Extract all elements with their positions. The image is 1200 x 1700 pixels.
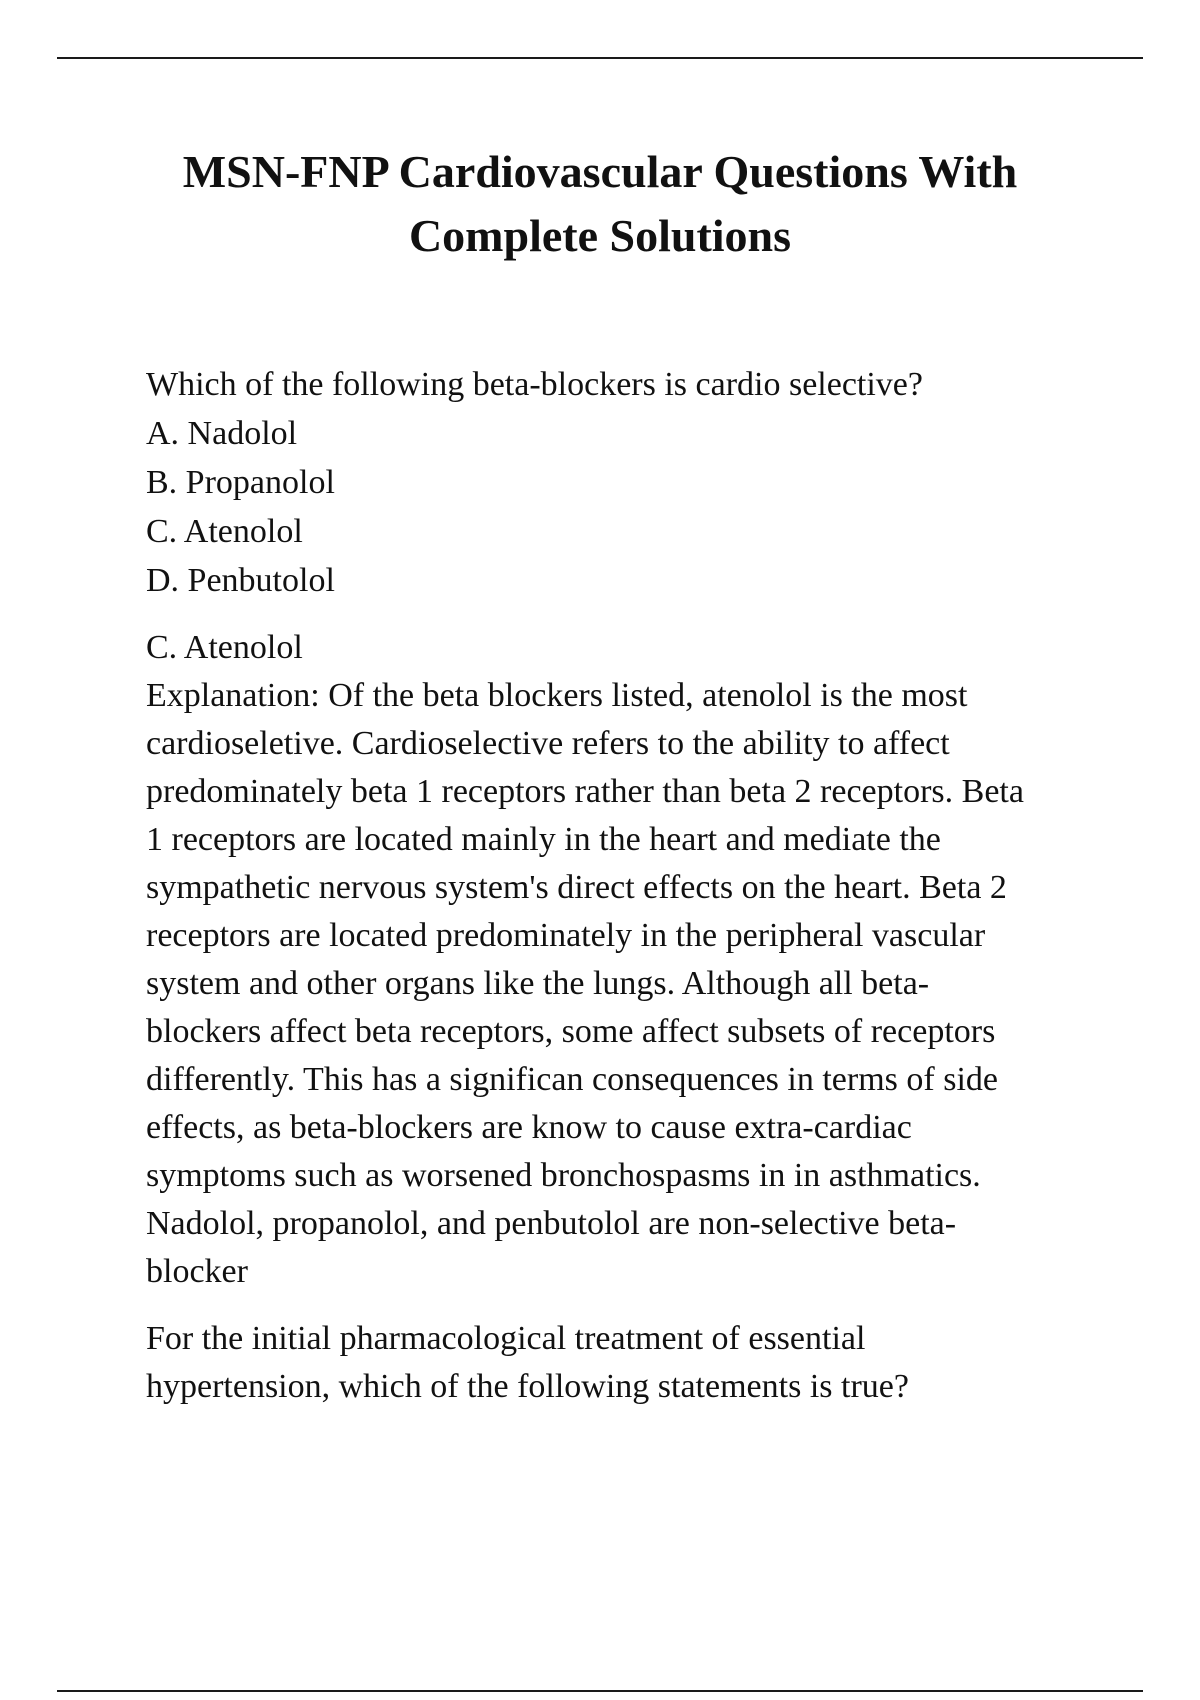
explanation-line: system and other organs like the lungs. Although all beta- (146, 965, 930, 1002)
option-c: C. Atenolol (146, 513, 303, 550)
question-1-options (146, 409, 1096, 605)
bottom-divider (57, 1690, 1143, 1692)
option-b: B. Propanolol (146, 464, 335, 501)
top-divider (57, 57, 1143, 59)
question-1 (146, 361, 1096, 605)
explanation-line: blocker (146, 1253, 248, 1290)
title-line: MSN-FNP Cardiovascular Questions With (182, 146, 1018, 197)
explanation-line: cardioseletive. Cardioselective refers to the ability to affect (146, 725, 950, 762)
option-a: A. Nadolol (146, 415, 298, 452)
question-2 (146, 1315, 1096, 1411)
explanation-line: predominately beta 1 receptors rather than beta 2 receptors. Beta (146, 773, 1024, 810)
explanation-line: Explanation: Of the beta blockers listed, atenolol is the most (146, 677, 968, 714)
question-1-prompt: Which of the following beta-blockers is cardio selective? (146, 366, 923, 403)
explanation-line: blockers affect beta receptors, some affect subsets of receptors (146, 1013, 996, 1050)
option-d: D. Penbutolol (146, 562, 335, 599)
document-body (146, 361, 1096, 1411)
explanation-line: sympathetic nervous system's direct effects on the heart. Beta 2 (146, 869, 1007, 906)
explanation-line: Nadolol, propanolol, and penbutolol are non-selective beta- (146, 1205, 957, 1242)
title-line: Complete Solutions (408, 210, 792, 261)
question-2-prompt-line: For the initial pharmacological treatment of essential (146, 1320, 866, 1357)
question-2-prompt-line: hypertension, which of the following statements is true? (146, 1368, 909, 1405)
answer-1-choice: C. Atenolol (146, 629, 303, 666)
explanation-line: effects, as beta-blockers are know to cause extra-cardiac (146, 1109, 912, 1146)
answer-1 (146, 624, 1096, 1296)
explanation-line: differently. This has a significan consequences in terms of side (146, 1061, 998, 1098)
document-title (100, 140, 1100, 268)
explanation-line: symptoms such as worsened bronchospasms in in asthmatics. (146, 1157, 981, 1194)
explanation-line: 1 receptors are located mainly in the heart and mediate the (146, 821, 941, 858)
explanation-line: receptors are located predominately in the peripheral vascular (146, 917, 986, 954)
